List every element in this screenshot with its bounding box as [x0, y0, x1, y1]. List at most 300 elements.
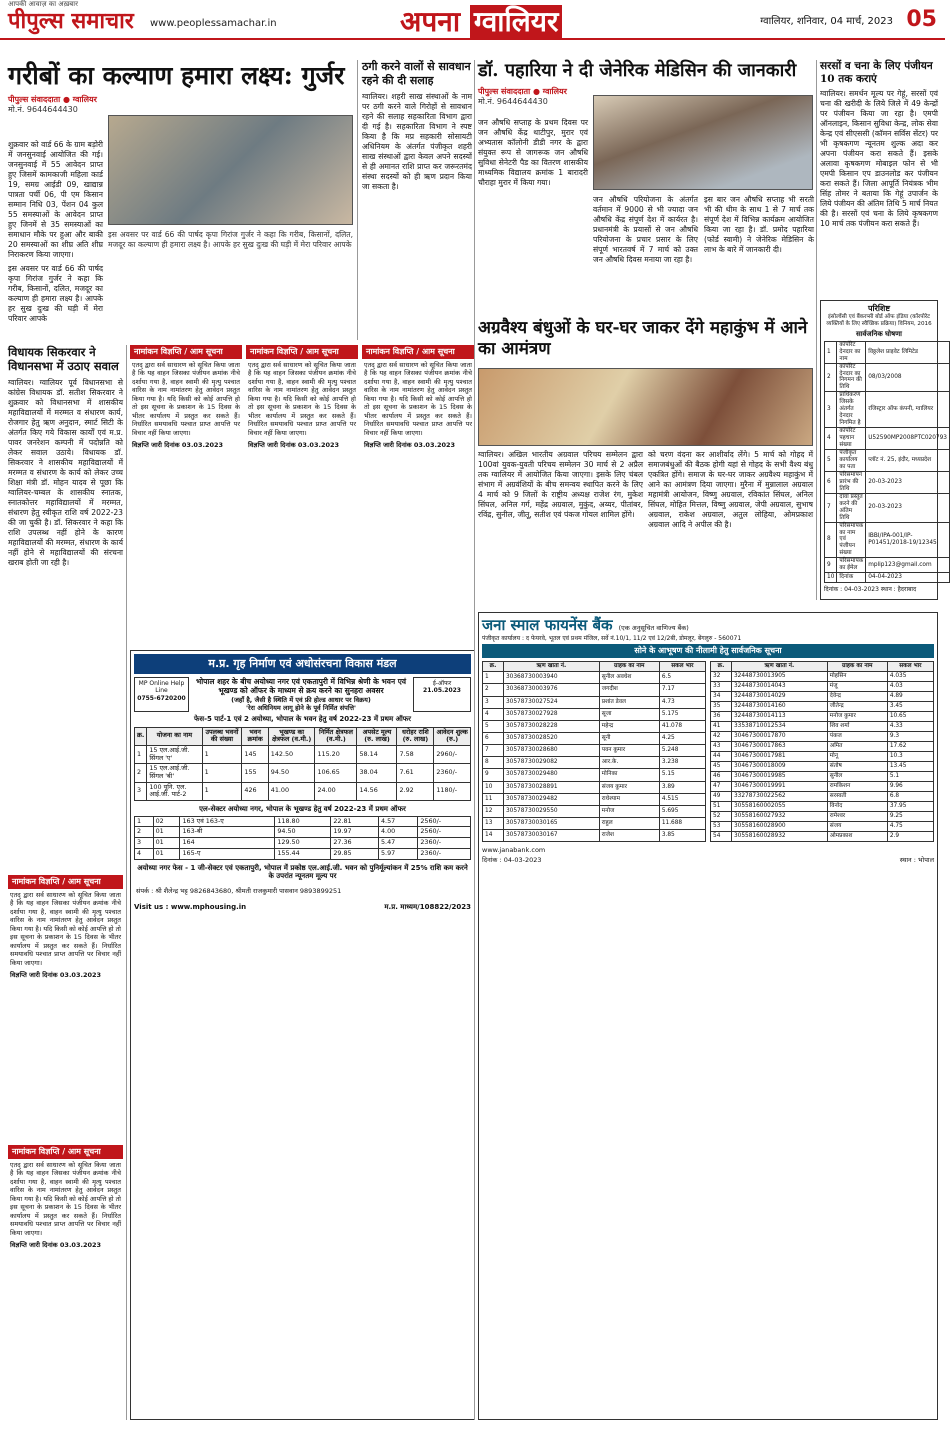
table-cell: 30578730028228 — [503, 720, 599, 732]
table-cell: दिनांक — [837, 573, 866, 583]
table-cell: 100 यूनि. एल. आई.जी. पार्ट-2 — [147, 782, 202, 800]
table-cell: सूनी — [599, 732, 659, 744]
table-cell: 4.33 — [887, 722, 933, 732]
table-cell: 41 — [711, 722, 732, 732]
table-header-cell: भूखण्ड का क्षेत्रफल (व.मी.) — [268, 727, 315, 745]
table-cell: 14.56 — [357, 782, 397, 800]
table-cell: 3 — [483, 696, 504, 708]
table-cell: 34 — [711, 692, 732, 702]
table-cell: 41.00 — [268, 782, 315, 800]
section-prefix: अपना — [400, 5, 461, 38]
housing-title: म.प्र. गृह निर्माण एवं अधोसंरचना विकास मंडल — [134, 654, 471, 674]
table-row — [711, 672, 934, 682]
table-cell: 1180/- — [434, 782, 471, 800]
page-number: 05 — [906, 7, 937, 32]
table-row — [825, 558, 950, 573]
story2-byline: पीपुल्स संवाददाता ● ग्वालियर — [478, 86, 567, 96]
table-cell: 32 — [711, 672, 732, 682]
table-cell: 30558160028900 — [731, 822, 827, 832]
table-cell: 30467300017981 — [731, 752, 827, 762]
bank-table-left — [482, 661, 706, 842]
story1-para1: शुक्रवार को वार्ड 66 के ग्राम बड़ोरी में जनसुनवाई आयोजित की गई। जनसुनवाई में 55 आवेदन प्राप्त हुए जिसमें कामकाजी महिला कार्ड 19, समग्र आईडी 09, खाद्यान्न पात्रता पर्ची 06, पी एम किसान सम्मान निधि 03, पेंशन 04 कुल 55 समस्याओं के आवेदन प्राप्त हुए जिनमें से 35 समस्याओं का समाधान मौके पर हुआ और बाकी 20 समस्याओं का शीघ्र अति शीघ्र निराकरण किया जाएगा। — [8, 140, 103, 260]
table-cell: 1 — [202, 745, 242, 763]
table-cell: 35 — [711, 702, 732, 712]
bank-website[interactable]: www.janabank.com — [482, 846, 546, 855]
table-cell: 6.8 — [887, 792, 933, 802]
website-link[interactable]: www.peoplessamachar.in — [150, 18, 277, 29]
table-row — [483, 684, 706, 696]
table-row — [483, 708, 706, 720]
table-cell: 30368730003976 — [503, 684, 599, 696]
table-row — [825, 522, 950, 558]
table-cell: 17.62 — [887, 742, 933, 752]
table-row — [483, 757, 706, 769]
table-cell: 2360/- — [418, 838, 471, 849]
table-cell: 01 — [153, 827, 180, 838]
table-cell: 53 — [711, 822, 732, 832]
table-cell: U52590MP2008PTC020793 — [866, 428, 950, 450]
table-cell: 52 — [711, 812, 732, 822]
table-row — [711, 832, 934, 842]
table-cell: 30578730029550 — [503, 805, 599, 817]
table-cell: 4.00 — [378, 827, 417, 838]
table-cell: 13 — [483, 817, 504, 829]
table-row — [483, 793, 706, 805]
table-cell: राधेश्याम — [599, 793, 659, 805]
table-cell: 30558160002055 — [731, 802, 827, 812]
table-cell: 29.85 — [331, 848, 379, 859]
table-cell: सरस्वती — [827, 792, 887, 802]
tender-body: एतद् द्वारा सर्व साधारण को सूचित किया जाता है कि यह वाहन जिसका पंजीयन क्रमांक नीचे दर्शाया गया है, वाहन स्वामी की मृत्यु पश्चात वारिस के नाम नामांतरण हेतु आवेदन प्रस्तुत किया गया है। यदि किसी को कोई आपत्ति हो तो इस सूचना के प्रकाशन के 15 दिवस के भीतर कार्यालय में प्रस्तुत कर सकते हैं। निर्धारित समयावधि पश्चात प्राप्त आपत्ति पर विचार नहीं किया जाएगा। — [248, 361, 356, 437]
plots-table — [134, 816, 471, 860]
table-cell: 08/03/2008 — [866, 363, 950, 392]
table-row — [825, 450, 950, 472]
table-cell: 3.85 — [659, 830, 705, 842]
table-cell: 32448730013905 — [731, 672, 827, 682]
masthead — [0, 0, 945, 40]
table-header-cell: उपलब्ध भवनों की संख्या — [202, 727, 242, 745]
table-cell: IBBI/IPA-001/IP-P01451/2018-19/12345 — [866, 522, 950, 558]
story1-headline: गरीबों का कल्याण हमारा लक्ष्य: गुर्जर — [8, 61, 345, 90]
table-cell: 5.695 — [659, 805, 705, 817]
table-cell: देवेन्द्र — [827, 692, 887, 702]
story4-body: ग्वालियर। ग्वालियर पूर्व विधानसभा से कांग्रेस विधायक डॉ. सतीश सिकरवार ने शुक्रवार को विधानसभा में शासकीय महाविद्यालयों में मरम्मत व संधारण कार्य, रोजगार हेतु ऋण अनुदान, स्मार्ट सिटी के अंतर्गत किए गये विकास कार्यों एवं म.प्र. पावर जनरेशन कम्पनी में पदोन्नति को लेकर सवाल उठाये। विधायक डॉ. सिकरवार ने शासकीय महाविद्यालयों में मरम्मत व संधारण के कार्य को लेकर उच्च शिक्षा मंत्री डॉ. मोहन यादव से पूछा कि ग्वालियर-चम्बल के शासकीय स्नातक, स्नातकोत्तर महाविद्यालयों में मरम्मत, संधारण हेतु स्वीकृत राशि वर्ष 2022-23 की जा चुकी है। डॉ. सिकरवार ने कहा कि राशि उपलब्ध नहीं होने के कारण महाविद्यालयों की मरम्मत, संधारण के कार्य नहीं होने से महाविद्यालयों की संरचना खराब होती जा रही है। — [8, 377, 123, 568]
table-row — [483, 672, 706, 684]
table-cell: 163 एवं 163-ए — [180, 816, 275, 827]
housing-intro-text: भोपाल शहर के बीच अयोध्या नगर एवं एकतापुरी में विभिन्न श्रेणी के भवन एवं भूखण्ड को ऑफर के माध्यम से क्रय करने का सुनहरा अवसर — [195, 676, 407, 696]
table-cell: 5.248 — [659, 745, 705, 757]
table-cell: परिसमापक का ईमेल — [837, 558, 866, 573]
table-row — [711, 782, 934, 792]
story1-body — [8, 140, 103, 380]
table-cell: 118.80 — [275, 816, 331, 827]
table-cell: सुनील अवधेश — [599, 672, 659, 684]
table-cell: 155.44 — [275, 848, 331, 859]
table-cell: 20-03-2023 — [866, 471, 950, 493]
bank-name: जना स्माल फायनेंस बैंक — [482, 616, 613, 634]
table-row — [135, 745, 471, 763]
table-cell: 15 एल.आई.जी. सिंगल 'बी' — [147, 764, 202, 782]
table-row — [711, 682, 934, 692]
table-cell: कॉर्पोरेट पहचान संख्या — [837, 428, 866, 450]
divider — [474, 60, 475, 1420]
table-cell: 30578730030165 — [503, 817, 599, 829]
table-cell: कॉर्पोरेट देनदार का नाम — [837, 341, 866, 363]
table-cell: 7.58 — [397, 745, 434, 763]
table-cell: 46 — [711, 772, 732, 782]
tender-body: एतद् द्वारा सर्व साधारण को सूचित किया जाता है कि यह वाहन जिसका पंजीयन क्रमांक नीचे दर्शाया गया है, वाहन स्वामी की मृत्यु पश्चात वारिस के नाम नामांतरण हेतु आवेदन प्रस्तुत किया गया है। यदि किसी को कोई आपत्ति हो तो इस सूचना के प्रकाशन के 15 दिवस के भीतर कार्यालय में प्रस्तुत कर सकते हैं। निर्धारित समयावधि पश्चात प्राप्त आपत्ति पर विचार नहीं किया जाएगा। — [10, 1161, 121, 1237]
table-cell: 4.035 — [887, 672, 933, 682]
story-warning-body: ग्वालियर। शहरी साख संस्थाओं के नाम पर ठगी करने वाले गिरोहों से सावधान रहने की सलाह सहकारिता विभाग द्वारा दी गई है। सहकारिता विभाग ने स्पष्ट किया है कि मप्र सहकारी सोसायटी अधिनियम के अंतर्गत पंजीकृत शहरी साख संस्थाओं द्वारा केवल अपने सदस्यों से ही अमानत राशि प्राप्त कर जरूरतमंद संस्था सदस्यों को ही ऋण प्रदान किया जा सकता है। — [362, 91, 472, 191]
offer-date-label: ई-ऑफर — [432, 679, 452, 687]
brand-name: पीपुल्स समाचार — [8, 8, 134, 34]
table-header-cell: अपसेट मूल्य (रु. लाख) — [357, 727, 397, 745]
table-cell: 155 — [242, 764, 268, 782]
table-cell: 145 — [242, 745, 268, 763]
brand-logo — [8, 0, 134, 36]
table-cell: 2 — [135, 764, 147, 782]
table-header-cell: योजना का नाम — [147, 727, 202, 745]
table-cell: दावा प्रस्तुत करने की अंतिम तिथि — [837, 493, 866, 522]
table-cell: संजय कुमार — [599, 781, 659, 793]
table-row — [483, 769, 706, 781]
table-cell: मोहसिन — [827, 672, 887, 682]
table-row — [711, 792, 934, 802]
housing-ref: म.प्र. माध्यम/108822/2023 — [384, 903, 471, 912]
table-cell: 4 — [135, 848, 154, 859]
story-warning-headline: ठगी करने वालों से सावधान रहने की दी सलाह — [362, 60, 471, 87]
table-row — [135, 782, 471, 800]
table-cell: 142.50 — [268, 745, 315, 763]
table-cell: 27.36 — [331, 838, 379, 849]
notice-signoff: दिनांक : 04-03-2023 स्थान : हैदराबाद — [824, 586, 917, 594]
table-cell: 19.97 — [331, 827, 379, 838]
table-cell: 45 — [711, 762, 732, 772]
table-cell: 32448730014043 — [731, 682, 827, 692]
table-cell: 30467300019991 — [731, 782, 827, 792]
table-cell: विनोद — [827, 802, 887, 812]
story2-body2 — [593, 195, 698, 305]
tender-signoff: विज्ञप्ति जारी दिनांक 03.03.2023 — [10, 970, 102, 979]
table-cell: 115.20 — [315, 745, 357, 763]
table-row — [483, 720, 706, 732]
table-cell: 164 — [180, 838, 275, 849]
table-cell: ओमप्रकाश — [827, 832, 887, 842]
table-header-cell: भवन क्रमांक — [242, 727, 268, 745]
table-cell: 33538710012534 — [731, 722, 827, 732]
table-row — [711, 752, 934, 762]
bank-date: दिनांक : 04-03-2023 — [482, 856, 542, 865]
table-cell: 01 — [153, 838, 180, 849]
table-cell: 1 — [202, 764, 242, 782]
table-cell: जगदीश — [599, 684, 659, 696]
notice-title: परिशिष्ट — [867, 304, 891, 313]
notice-table — [824, 341, 950, 584]
table-cell: 4.75 — [887, 822, 933, 832]
table-cell: 3 — [825, 392, 837, 428]
table-cell: 4.515 — [659, 793, 705, 805]
story3-para2: को चरण वंदना कर आशीर्वाद लेंगे। 5 मार्च को गोहद में समाजबंधुओं की बैठक होगी यहां से गोहद के सभी वैश्य बंधु एकत्रित होंगे। समाज के घर-घर जाकर अग्रवैश्य महाकुंभ में आने का आमंत्रण दिया जाएगा। मुरैना में मुन्नालाल अग्रवाल महामंत्री आयोजन, विष्णु अग्रवाल, रविकांत सिंघल, अनिल सिंघल, मोहित मित्तल, विष्णु अग्रवाल, जेपी अग्रवाल, सुभाष अग्रवाल, राकेश अग्रवाल, अतुल लोहिया, ओमप्रकाश अग्रवाल आदि ने अपील की है। — [648, 450, 813, 530]
table-row — [135, 827, 471, 838]
table-cell: 30578730027928 — [503, 708, 599, 720]
offer-date: 21.05.2023 — [423, 687, 461, 695]
table-cell: 11.688 — [659, 817, 705, 829]
table-cell: 2.9 — [887, 832, 933, 842]
table-cell: 30467300018009 — [731, 762, 827, 772]
section-name: ग्वालियर — [470, 5, 563, 38]
table-cell: रजिस्ट्रार ऑफ कंपनी, ग्वालियर — [866, 392, 950, 428]
table-row — [483, 830, 706, 842]
table-cell: 15 एल.आई.जी. सिंगल 'ए' — [147, 745, 202, 763]
story2-para2: जन औषधि परियोजना के अंतर्गत वर्तमान में 9000 से भी ज्यादा जन औषधि केंद्र संपूर्ण देश में कार्यरत है। प्रधानमंत्री के प्रयासों से जन औषधि परियोजना के प्रचार प्रसार के लिए संपूर्ण भारतवर्ष में 7 मार्च को उक्त जन औषधि दिवस मनाया जा रहा है। — [593, 195, 698, 265]
table-cell: 9.3 — [887, 732, 933, 742]
story2-para3: इस बार जन औषधि सप्ताह भी सरती भी की थीम के साथ 1 से 7 मार्च तक संपूर्ण देश में विभिन्न कार्यक्रम आयोजित किया जा रहा है। डॉ. प्रमोद पहारिया (फोर्ड स्वामी) ने जेनेरिक मेडिसिन के लाभ के बारे में जानकारी दी। — [704, 195, 814, 255]
divider — [126, 345, 127, 1420]
table-cell: 1 — [483, 672, 504, 684]
table-cell: 6 — [483, 732, 504, 744]
table-row — [825, 573, 950, 583]
table-header-cell: सकल भार — [887, 662, 933, 672]
table-cell: 30368730003940 — [503, 672, 599, 684]
table-cell: 163-बी — [180, 827, 275, 838]
table-row — [135, 816, 471, 827]
table-cell: 2 — [825, 363, 837, 392]
story3-headline: अग्रवैश्य बंधुओं के घर-घर जाकर देंगे महाकुंभ में आने का आमंत्रण — [478, 318, 808, 360]
table-cell: 4.73 — [659, 696, 705, 708]
table-cell: कॉर्पोरेट देनदार का निगमन की तिथि — [837, 363, 866, 392]
table-cell: 9 — [483, 769, 504, 781]
tender-title: नामांकन विज्ञप्ति / आम सूचना — [8, 1145, 123, 1159]
table-cell: 5 — [483, 720, 504, 732]
table-cell: 37.95 — [887, 802, 933, 812]
housing-visit[interactable]: Visit us : www.mphousing.in — [134, 903, 247, 912]
table-cell: 11 — [483, 793, 504, 805]
table-cell: 1 — [825, 341, 837, 363]
table-row — [711, 762, 934, 772]
notice-subtitle: इंसोल्वेंसी एवं बैंकरप्सी बोर्ड ऑफ इंडिया (कॉरपोरेट व्यक्तियों के लिए स्वैच्छिक प्रक्रिया) विनियम, 2016 — [826, 314, 932, 327]
helpline-number: 0755-6720200 — [137, 694, 186, 702]
table-cell: 2960/- — [434, 745, 471, 763]
table-cell: सुनील — [827, 772, 887, 782]
table-row — [825, 341, 950, 363]
table-cell: 3.89 — [659, 781, 705, 793]
housing-table — [134, 727, 471, 802]
table-cell: 9.25 — [887, 812, 933, 822]
table-row — [825, 363, 950, 392]
phase-title: फेस-5 पार्ट-1 एवं 2 अयोध्या, भोपाल के भवन हेतु वर्ष 2022-23 में प्रथम ऑफर — [193, 714, 412, 723]
table-cell: 4 — [483, 708, 504, 720]
table-cell: 2560/- — [418, 816, 471, 827]
table-header-cell: क्र. — [483, 662, 504, 672]
dateline: ग्वालियर, शनिवार, 04 मार्च, 2023 — [760, 16, 893, 27]
table-cell: 02 — [153, 816, 180, 827]
tender-body: एतद् द्वारा सर्व साधारण को सूचित किया जाता है कि यह वाहन जिसका पंजीयन क्रमांक नीचे दर्शाया गया है, वाहन स्वामी की मृत्यु पश्चात वारिस के नाम नामांतरण हेतु आवेदन प्रस्तुत किया गया है। यदि किसी को कोई आपत्ति हो तो इस सूचना के प्रकाशन के 15 दिवस के भीतर कार्यालय में प्रस्तुत कर सकते हैं। निर्धारित समयावधि पश्चात प्राप्त आपत्ति पर विचार नहीं किया जाएगा। — [10, 891, 121, 967]
tender-title: नामांकन विज्ञप्ति / आम सूचना — [8, 875, 123, 889]
table-row — [711, 692, 934, 702]
table-cell: 7 — [483, 745, 504, 757]
housing-tagline: 'रेरा अधिनियम लागू होने के पूर्व निर्मित संपत्ति' — [245, 703, 357, 712]
table-cell: पंकज — [827, 732, 887, 742]
housing-note: (जहाँ है, जैसी है स्थिति में एवं फ्री होल्ड आधार पर विक्रय) — [231, 695, 371, 704]
bank-ad — [478, 612, 938, 1420]
story1-byline: पीपुल्स संवाददाता ● ग्वालियर — [8, 95, 97, 105]
table-cell: मंजू — [827, 682, 887, 692]
table-cell: 3 — [135, 838, 154, 849]
table-cell: 30578730028520 — [503, 732, 599, 744]
table-row — [135, 838, 471, 849]
table-cell: 32448730014160 — [731, 702, 827, 712]
housing-contact: संपर्क : श्री शैलेन्द्र भट्ट 9826843680, श्रीमती राजकुमारी पासवान 9893899251 — [136, 887, 342, 895]
story1-photo — [108, 115, 353, 225]
table-cell: 2 — [483, 684, 504, 696]
story1-mobile: मो.नं. 9644644430 — [8, 105, 78, 115]
table-cell: 12 — [483, 805, 504, 817]
story1-continued — [108, 230, 353, 330]
brand-subtitle: आपकी आवाज़ का अख़बार — [8, 0, 78, 8]
divider — [816, 60, 817, 600]
bank-notice-title: सोने के आभूषण की नीलामी हेतु सार्वजनिक सूचना — [482, 644, 934, 658]
table-cell: 58.14 — [357, 745, 397, 763]
story-registration — [820, 60, 938, 290]
plots-title: एल-सेक्टर अयोध्या नगर, भोपाल के भूखण्ड हेतु वर्ष 2022-23 में प्रथम ऑफर — [199, 805, 406, 813]
table-cell: 30578730028680 — [503, 745, 599, 757]
table-cell: मोनू — [827, 752, 887, 762]
table-cell: मनोज कुमार — [827, 712, 887, 722]
tender-body: एतद् द्वारा सर्व साधारण को सूचित किया जाता है कि यह वाहन जिसका पंजीयन क्रमांक नीचे दर्शाया गया है, वाहन स्वामी की मृत्यु पश्चात वारिस के नाम नामांतरण हेतु आवेदन प्रस्तुत किया गया है। यदि किसी को कोई आपत्ति हो तो इस सूचना के प्रकाशन के 15 दिवस के भीतर कार्यालय में प्रस्तुत कर सकते हैं। निर्धारित समयावधि पश्चात प्राप्त आपत्ति पर विचार नहीं किया जाएगा। — [132, 361, 240, 437]
table-cell: 33278730022562 — [731, 792, 827, 802]
table-cell: 4.89 — [887, 692, 933, 702]
table-header-cell: सकल भार — [659, 662, 705, 672]
table-cell: 30467300017863 — [731, 742, 827, 752]
table-cell: 22.81 — [331, 816, 379, 827]
table-cell: मनोज — [599, 805, 659, 817]
table-cell: अमित — [827, 742, 887, 752]
table-cell: 426 — [242, 782, 268, 800]
table-cell: 51 — [711, 802, 732, 812]
table-header-cell: क्र. — [711, 662, 732, 672]
table-cell: 2 — [135, 827, 154, 838]
table-cell: 33 — [711, 682, 732, 692]
table-cell: 7 — [825, 493, 837, 522]
story-warning — [362, 60, 472, 320]
story-registration-body: ग्वालियर। समर्थन मूल्य पर गेहूं, सरसों एवं चना की खरीदी के लिये जिले में 49 केन्द्रों पर पंजीयन किया जा रहा है। एमपी ऑनलाइन, किसान सुविधा केन्द्र, लोक सेवा केन्द्र एवं सीएससी (कॉमन सर्विस सेंटर) पर भी कृषकगण न्यूनतम शुल्क अदा कर अपना पंजीयन करा सकते हैं। इसके अलावा कृषकगण मोबाइल फोन से भी एमपी किसान एप डाउनलोड कर पंजीयन करा सकते हैं। जिला आपूर्ति नियंत्रक भीम सिंह तोमर ने बताया कि गेहूं उपार्जन के लिये पंजीयन की अंतिम तिथि 5 मार्च नियत की है। सरसों एवं चना के लिये कृषकगण 10 मार्च तक पंजीयन करा सकते हैं। — [820, 89, 938, 229]
story2-photo — [593, 95, 813, 190]
table-cell: 49 — [711, 792, 732, 802]
table-cell: 6 — [825, 471, 837, 493]
table-cell: 10.65 — [887, 712, 933, 722]
notice-ad — [820, 300, 947, 600]
tender-notice — [8, 1145, 123, 1410]
table-row — [711, 802, 934, 812]
table-cell: 129.50 — [275, 838, 331, 849]
tender-signoff: विज्ञप्ति जारी दिनांक 03.03.2023 — [132, 440, 224, 449]
table-row — [825, 493, 950, 522]
table-cell: परिसमापन प्रारंभ की तिथि — [837, 471, 866, 493]
table-cell: राजेश — [599, 830, 659, 842]
helpline-label: MP Online Help Line — [138, 679, 185, 695]
table-cell: 4.25 — [659, 732, 705, 744]
tender-title: नामांकन विज्ञप्ति / आम सूचना — [130, 345, 242, 359]
table-header-cell: निर्मित क्षेत्रफल (व.मी.) — [315, 727, 357, 745]
table-cell: 7.17 — [659, 684, 705, 696]
table-row — [711, 772, 934, 782]
story3-para1: ग्वालियर। अखिल भारतीय अग्रवाल परिचय सम्मेलन द्वारा 100वां युवक-युवती परिचय सम्मेलन 30 मार्च से 2 अप्रैल तक ग्वालियर में आयोजित किया जाएगा। इसके लिए चंबल संभाग में अग्रवंशियों के बीच समन्वय स्थापित करने के लिए 4 मार्च को 9 जिलों के राष्ट्रीय अध्यक्ष राजेश रंग, मुकेश सिंघल, अनिल गर्ग, महेंद्र अग्रवाल, मुकुंद, अय्यर, पीतांबर, रविंद्र, सुनील, जीतू, सतीश एवं पंकज गोयल शामिल होंगे। — [478, 450, 643, 520]
story2-headline: डॉ. पहारिया ने दी जेनेरिक मेडिसिन की जानकारी — [478, 60, 797, 81]
table-cell: रामेश्वर — [827, 812, 887, 822]
story1-para2: इस अवसर पर वार्ड 66 की पार्षद कृपा गिरांज गुर्जर ने कहा कि गरीब, किसानों, दलित, मजदूर का कल्याण ही हमारा लक्ष्य है। आपके हर सुख दुःख की घड़ी में मेरा परिवार आपके — [8, 264, 103, 324]
table-cell: 30578730029480 — [503, 769, 599, 781]
section-title — [400, 4, 562, 39]
table-cell: 10 — [483, 781, 504, 793]
table-cell: 42 — [711, 732, 732, 742]
table-cell: 5.15 — [659, 769, 705, 781]
table-cell: 2.92 — [397, 782, 434, 800]
table-cell: 5.175 — [659, 708, 705, 720]
table-cell: 30558160028932 — [731, 832, 827, 842]
table-cell: 4 — [825, 428, 837, 450]
table-cell: विठ्ठलेश प्राइवेट लिमिटेड — [866, 341, 950, 363]
table-header-cell: ऋण खाता नं. — [731, 662, 827, 672]
table-cell: शिव शर्मा — [827, 722, 887, 732]
table-header-cell: ग्राहक का नाम — [827, 662, 887, 672]
table-cell: 8 — [825, 522, 837, 558]
table-cell: 24.00 — [315, 782, 357, 800]
table-cell: 94.50 — [268, 764, 315, 782]
tender-title: नामांकन विज्ञप्ति / आम सूचना — [362, 345, 474, 359]
table-cell: राहुल — [599, 817, 659, 829]
table-header-cell: आवेदन शुल्क (रु.) — [434, 727, 471, 745]
table-cell: 44 — [711, 752, 732, 762]
table-header-cell: ग्राहक का नाम — [599, 662, 659, 672]
bank-table-right — [710, 661, 934, 842]
table-header-cell: धरोहर राशि (रु. लाख) — [397, 727, 434, 745]
helpline-box — [134, 677, 189, 712]
table-cell: 3 — [135, 782, 147, 800]
table-row — [711, 742, 934, 752]
table-cell: 30578730027524 — [503, 696, 599, 708]
tender-notice — [8, 875, 123, 1140]
table-cell: 2360/- — [418, 848, 471, 859]
table-cell: परिसमापक का नाम एवं पंजीयन संख्या — [837, 522, 866, 558]
bank-place: स्थान : भोपाल — [899, 856, 934, 865]
table-cell: 04-04-2023 — [866, 573, 950, 583]
table-row — [711, 822, 934, 832]
table-cell: 4.03 — [887, 682, 933, 692]
story2-body3 — [704, 195, 814, 305]
table-cell: 20-03-2023 — [866, 493, 950, 522]
table-cell: प्रशांत डेवल — [599, 696, 659, 708]
table-cell: 32448730014113 — [731, 712, 827, 722]
table-cell: 5.47 — [378, 838, 417, 849]
table-row — [483, 732, 706, 744]
table-row — [483, 805, 706, 817]
offer-date-box — [413, 677, 471, 712]
table-cell: 9 — [825, 558, 837, 573]
story1-para2-cont: इस अवसर पर वार्ड 66 की पार्षद कृपा गिरांज गुर्जर ने कहा कि गरीब, किसानों, दलित, मजदूर का कल्याण ही हमारा लक्ष्य है। आपके हर सुख दुःख की घड़ी में मेरा परिवार आपके — [108, 230, 353, 250]
story-registration-headline: सरसों व चना के लिए पंजीयन 10 तक कराएं — [820, 60, 933, 86]
divider — [357, 60, 358, 340]
table-cell: 30467300019985 — [731, 772, 827, 782]
table-cell: आर.के. — [599, 757, 659, 769]
table-cell: 30467300017870 — [731, 732, 827, 742]
table-cell: 38.04 — [357, 764, 397, 782]
story2-body — [478, 118, 588, 308]
table-row — [711, 712, 934, 722]
table-row — [825, 471, 950, 493]
table-cell: संजय — [827, 822, 887, 832]
housing-ad — [130, 650, 475, 1420]
table-cell: 10 — [825, 573, 837, 583]
